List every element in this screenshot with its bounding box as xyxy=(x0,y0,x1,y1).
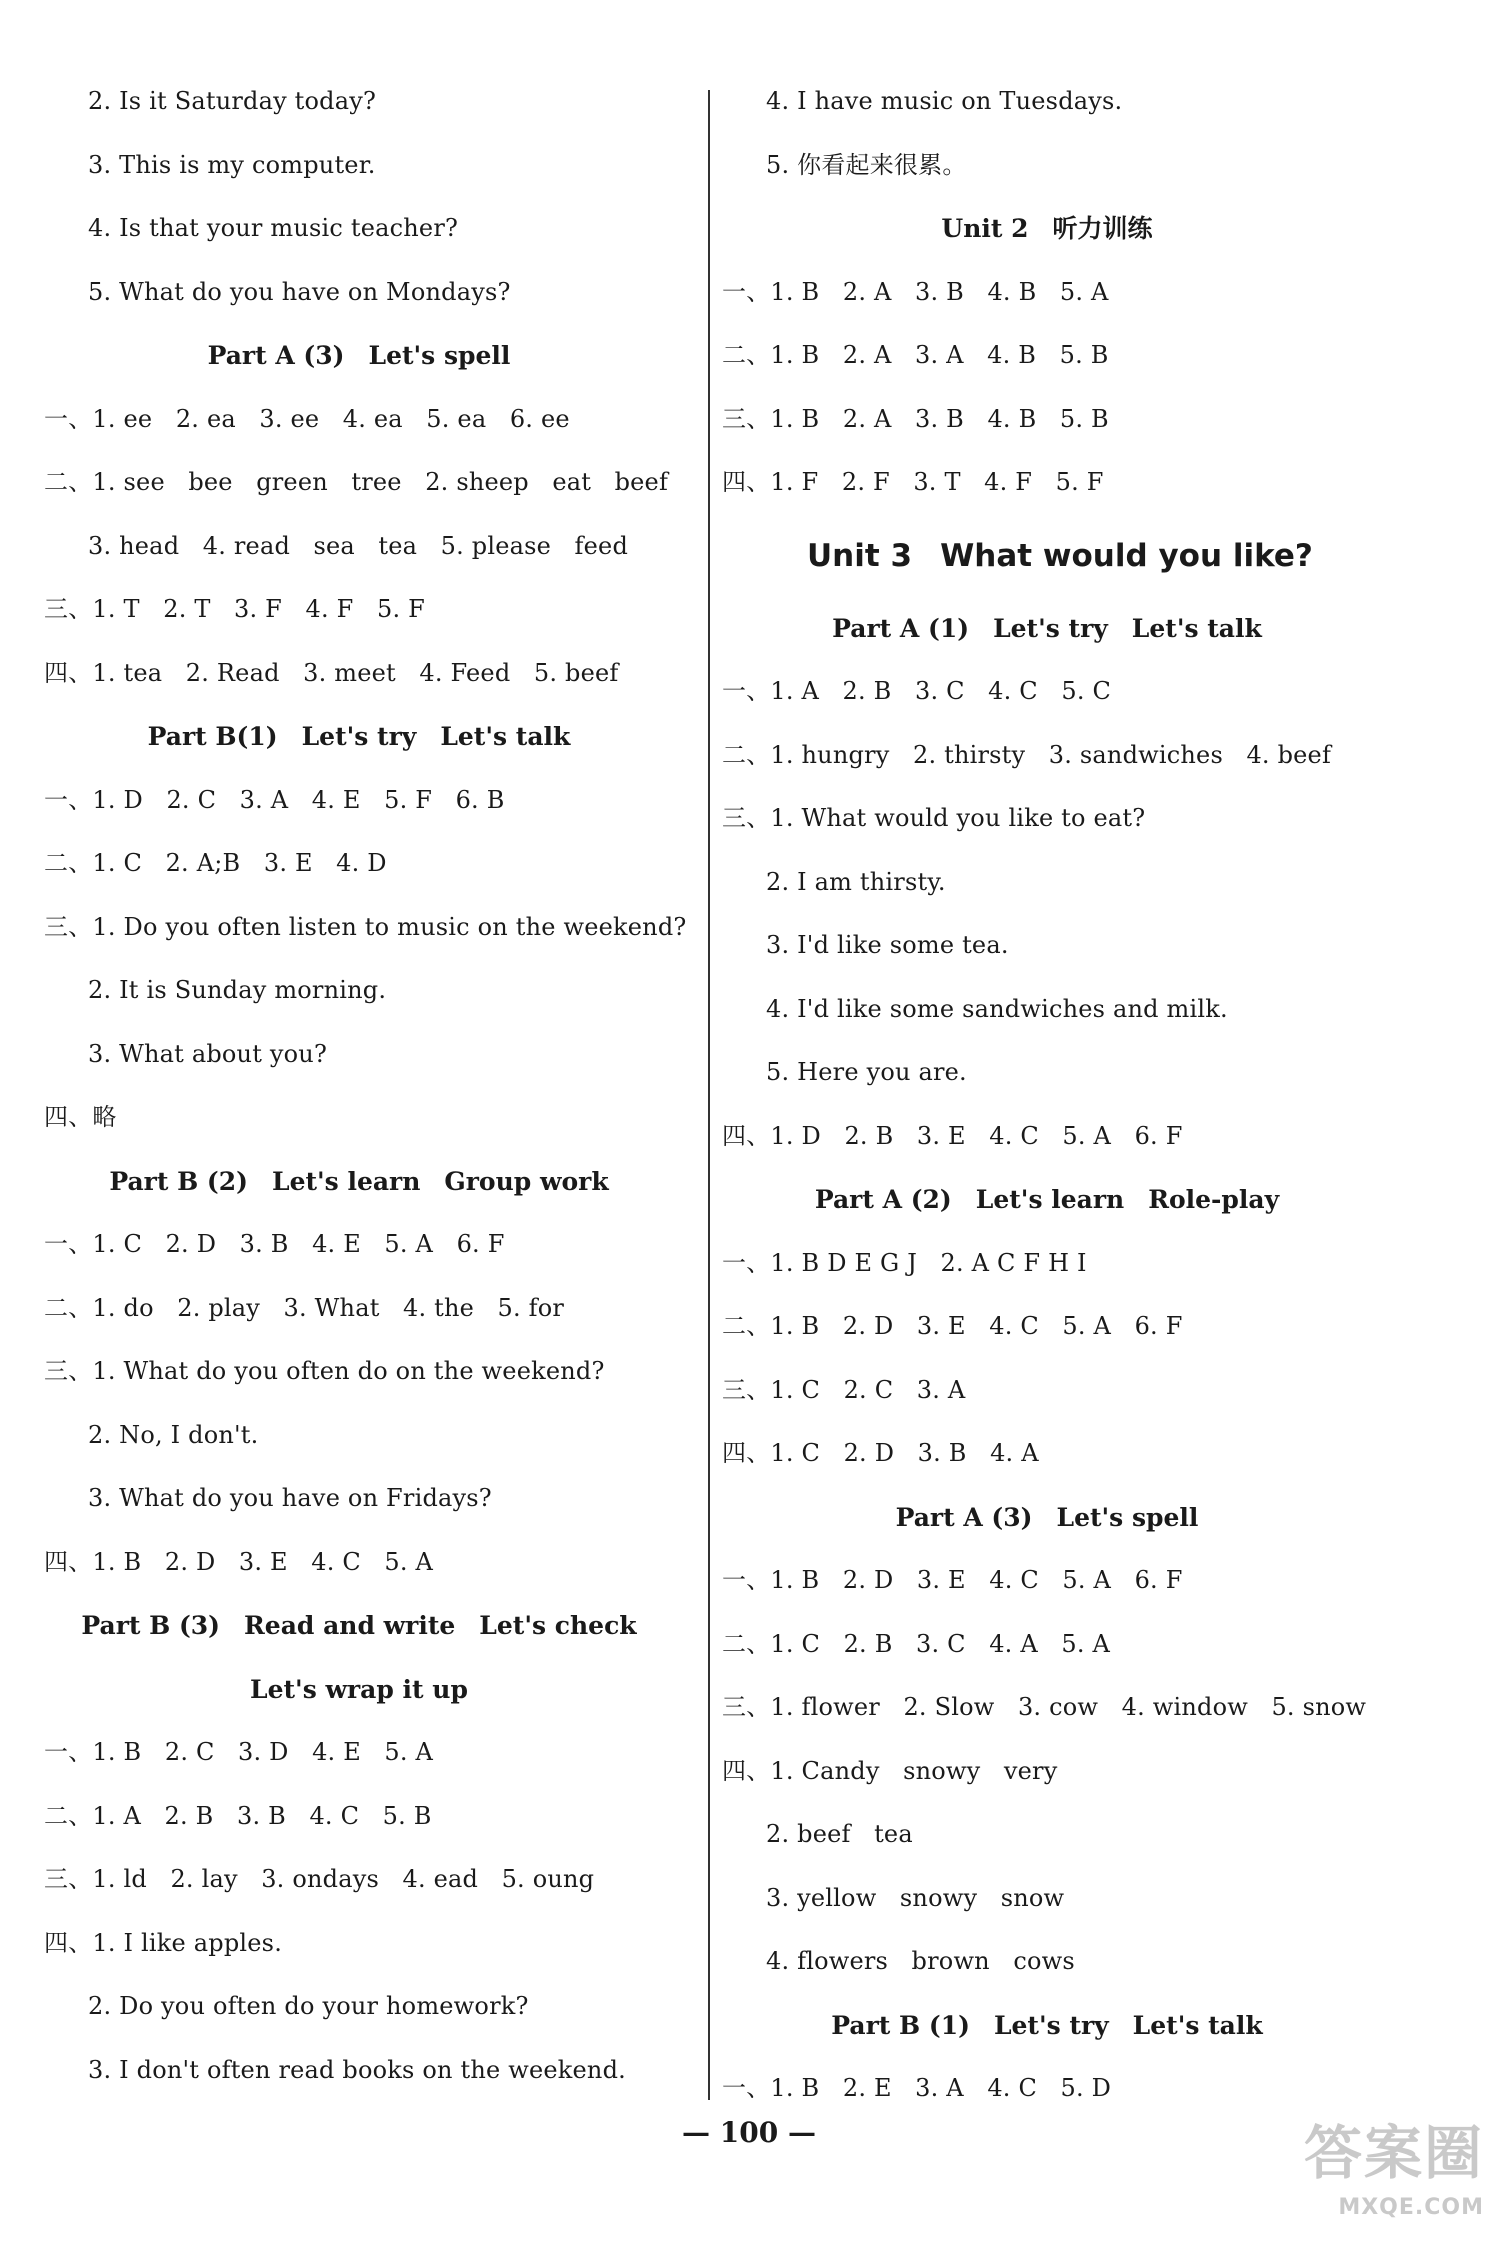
answer-line: 4. Is that your music teacher? xyxy=(88,214,459,242)
answer-line: 二、1. A 2. B 3. B 4. C 5. B xyxy=(44,1801,432,1830)
heading-part: Part B (3) xyxy=(81,1611,221,1640)
answer-line: 四、1. D 2. B 3. E 4. C 5. A 6. F xyxy=(722,1121,1183,1150)
right-column xyxy=(722,70,1372,2121)
answer-line: 4. I'd like some sandwiches and milk. xyxy=(766,994,1228,1023)
section-heading xyxy=(722,597,1372,661)
answer-line: 四、1. Candy snowy very xyxy=(722,1756,1058,1785)
heading-part: Role-play xyxy=(1148,1185,1280,1214)
answer-line: 三、1. T 2. T 3. F 4. F 5. F xyxy=(44,595,425,623)
answer-line: 2. Do you often do your homework? xyxy=(88,1992,529,2020)
answer-line: 四、1. C 2. D 3. B 4. A xyxy=(722,1439,1039,1467)
column-divider xyxy=(708,90,710,2100)
answer-line: 三、1. What do you often do on the weekend? xyxy=(44,1357,605,1385)
answer-line: 四、1. I like apples. xyxy=(44,1928,283,1957)
answer-line: 一、1. B 2. D 3. E 4. C 5. A 6. F xyxy=(722,1566,1183,1594)
page-number: — 100 — xyxy=(682,2116,816,2149)
answer-line: 3. I'd like some tea. xyxy=(766,931,1009,959)
answer-line: 三、1. flower 2. Slow 3. cow 4. window 5. snow xyxy=(722,1693,1367,1721)
answer-line: 2. beef tea xyxy=(766,1820,913,1848)
answer-line: 4. I have music on Tuesdays. xyxy=(766,87,1123,115)
left-column xyxy=(44,70,687,2102)
answer-line: 5. Here you are. xyxy=(766,1058,967,1086)
answer-line: 一、1. ee 2. ea 3. ee 4. ea 5. ea 6. ee xyxy=(44,404,570,433)
heading-part: Part A (1) xyxy=(832,613,970,643)
answer-line: 2. It is Sunday morning. xyxy=(88,976,387,1004)
heading-part: Let's spell xyxy=(368,341,511,370)
answer-line: 四、1. B 2. D 3. E 4. C 5. A xyxy=(44,1547,434,1576)
answer-line: 一、1. B D E G J 2. A C F H I xyxy=(722,1248,1087,1277)
answer-line: 3. head 4. read sea tea 5. please feed xyxy=(88,531,629,560)
answer-line: 3. yellow snowy snow xyxy=(766,1883,1065,1912)
heading-part: 听力训练 xyxy=(1052,214,1153,243)
watermark-top-text: 答案圈 xyxy=(1303,2119,1484,2187)
answer-line: 四、略 xyxy=(44,1103,117,1131)
heading-part: Unit 2 xyxy=(941,214,1029,243)
heading-part: Let's spell xyxy=(1056,1502,1199,1532)
answer-line: 三、1. ld 2. lay 3. ondays 4. ead 5. oung xyxy=(44,1865,595,1893)
section-heading xyxy=(722,1168,1372,1232)
answer-line: 二、1. see bee green tree 2. sheep eat beef xyxy=(44,468,669,496)
answer-line: 一、1. B 2. A 3. B 4. B 5. A xyxy=(722,277,1109,306)
answer-line: 二、1. B 2. A 3. A 4. B 5. B xyxy=(722,341,1109,369)
section-heading xyxy=(722,1486,1372,1550)
heading-part: Let's try xyxy=(301,722,417,751)
heading-part: Unit 3 xyxy=(807,537,913,574)
answer-line: 四、1. tea 2. Read 3. meet 4. Feed 5. beef xyxy=(44,658,619,687)
section-heading xyxy=(44,1658,674,1722)
answer-line: 三、1. Do you often listen to music on the weekend? xyxy=(44,912,687,941)
heading-part: Part A (3) xyxy=(207,341,345,370)
heading-part: Group work xyxy=(444,1166,609,1196)
answer-line: 3. What do you have on Fridays? xyxy=(88,1484,492,1512)
heading-part: Let's wrap it up xyxy=(250,1674,468,1704)
answer-line: 二、1. hungry 2. thirsty 3. sandwiches 4. beef xyxy=(722,740,1332,769)
unit-title xyxy=(722,515,1372,597)
answer-line: 一、1. B 2. E 3. A 4. C 5. D xyxy=(722,2074,1112,2102)
answer-line: 三、1. B 2. A 3. B 4. B 5. B xyxy=(722,404,1109,433)
heading-part: Part B (1) xyxy=(831,2010,970,2040)
answer-line: 5. 你看起来很累。 xyxy=(766,150,967,179)
answer-line: 一、1. A 2. B 3. C 4. C 5. C xyxy=(722,677,1112,705)
answer-line: 2. I am thirsty. xyxy=(766,867,946,896)
section-heading xyxy=(44,1594,674,1658)
answer-line: 4. flowers brown cows xyxy=(766,1947,1075,1975)
heading-part: What would you like? xyxy=(940,537,1313,574)
answer-line: 3. I don't often read books on the weekend. xyxy=(88,2055,626,2084)
answer-line: 一、1. B 2. C 3. D 4. E 5. A xyxy=(44,1738,434,1766)
heading-part: Part A (3) xyxy=(895,1502,1033,1532)
answer-line: 2. No, I don't. xyxy=(88,1420,259,1449)
heading-part: Read and write xyxy=(244,1611,456,1640)
answer-line: 3. This is my computer. xyxy=(88,150,376,179)
heading-part: Let's try xyxy=(993,2010,1109,2040)
answer-line: 2. Is it Saturday today? xyxy=(88,87,377,115)
heading-part: Let's talk xyxy=(440,722,571,751)
heading-part: Let's talk xyxy=(1131,613,1262,643)
answer-line: 5. What do you have on Mondays? xyxy=(88,277,511,306)
answer-line: 二、1. C 2. A;B 3. E 4. D xyxy=(44,849,387,877)
section-heading xyxy=(44,324,674,388)
answer-line: 一、1. D 2. C 3. A 4. E 5. F 6. B xyxy=(44,785,505,814)
answer-line: 3. What about you? xyxy=(88,1039,328,1068)
answer-line: 四、1. F 2. F 3. T 4. F 5. F xyxy=(722,468,1104,496)
heading-part: Let's try xyxy=(993,613,1108,643)
heading-part: Let's learn xyxy=(271,1166,421,1196)
heading-part: Let's check xyxy=(479,1611,637,1640)
answer-line: 一、1. C 2. D 3. B 4. E 5. A 6. F xyxy=(44,1230,505,1258)
section-heading xyxy=(44,1150,674,1214)
heading-part: Let's talk xyxy=(1132,2010,1263,2040)
heading-part: Part A (2) xyxy=(814,1185,952,1214)
answer-line: 三、1. C 2. C 3. A xyxy=(722,1375,966,1404)
answer-line: 二、1. do 2. play 3. What 4. the 5. for xyxy=(44,1293,565,1322)
heading-part: Let's learn xyxy=(975,1185,1125,1214)
watermark-bottom-text: MXQE.COM xyxy=(1338,2195,1484,2220)
heading-part: Part B(1) xyxy=(147,722,278,751)
heading-part: Part B (2) xyxy=(109,1166,248,1196)
section-heading xyxy=(722,197,1372,261)
answer-line: 二、1. B 2. D 3. E 4. C 5. A 6. F xyxy=(722,1312,1183,1340)
answer-line: 二、1. C 2. B 3. C 4. A 5. A xyxy=(722,1629,1111,1658)
section-heading xyxy=(44,705,674,769)
answer-line: 三、1. What would you like to eat? xyxy=(722,804,1146,832)
section-heading xyxy=(722,1994,1372,2058)
watermark-logo xyxy=(1274,2111,1484,2241)
